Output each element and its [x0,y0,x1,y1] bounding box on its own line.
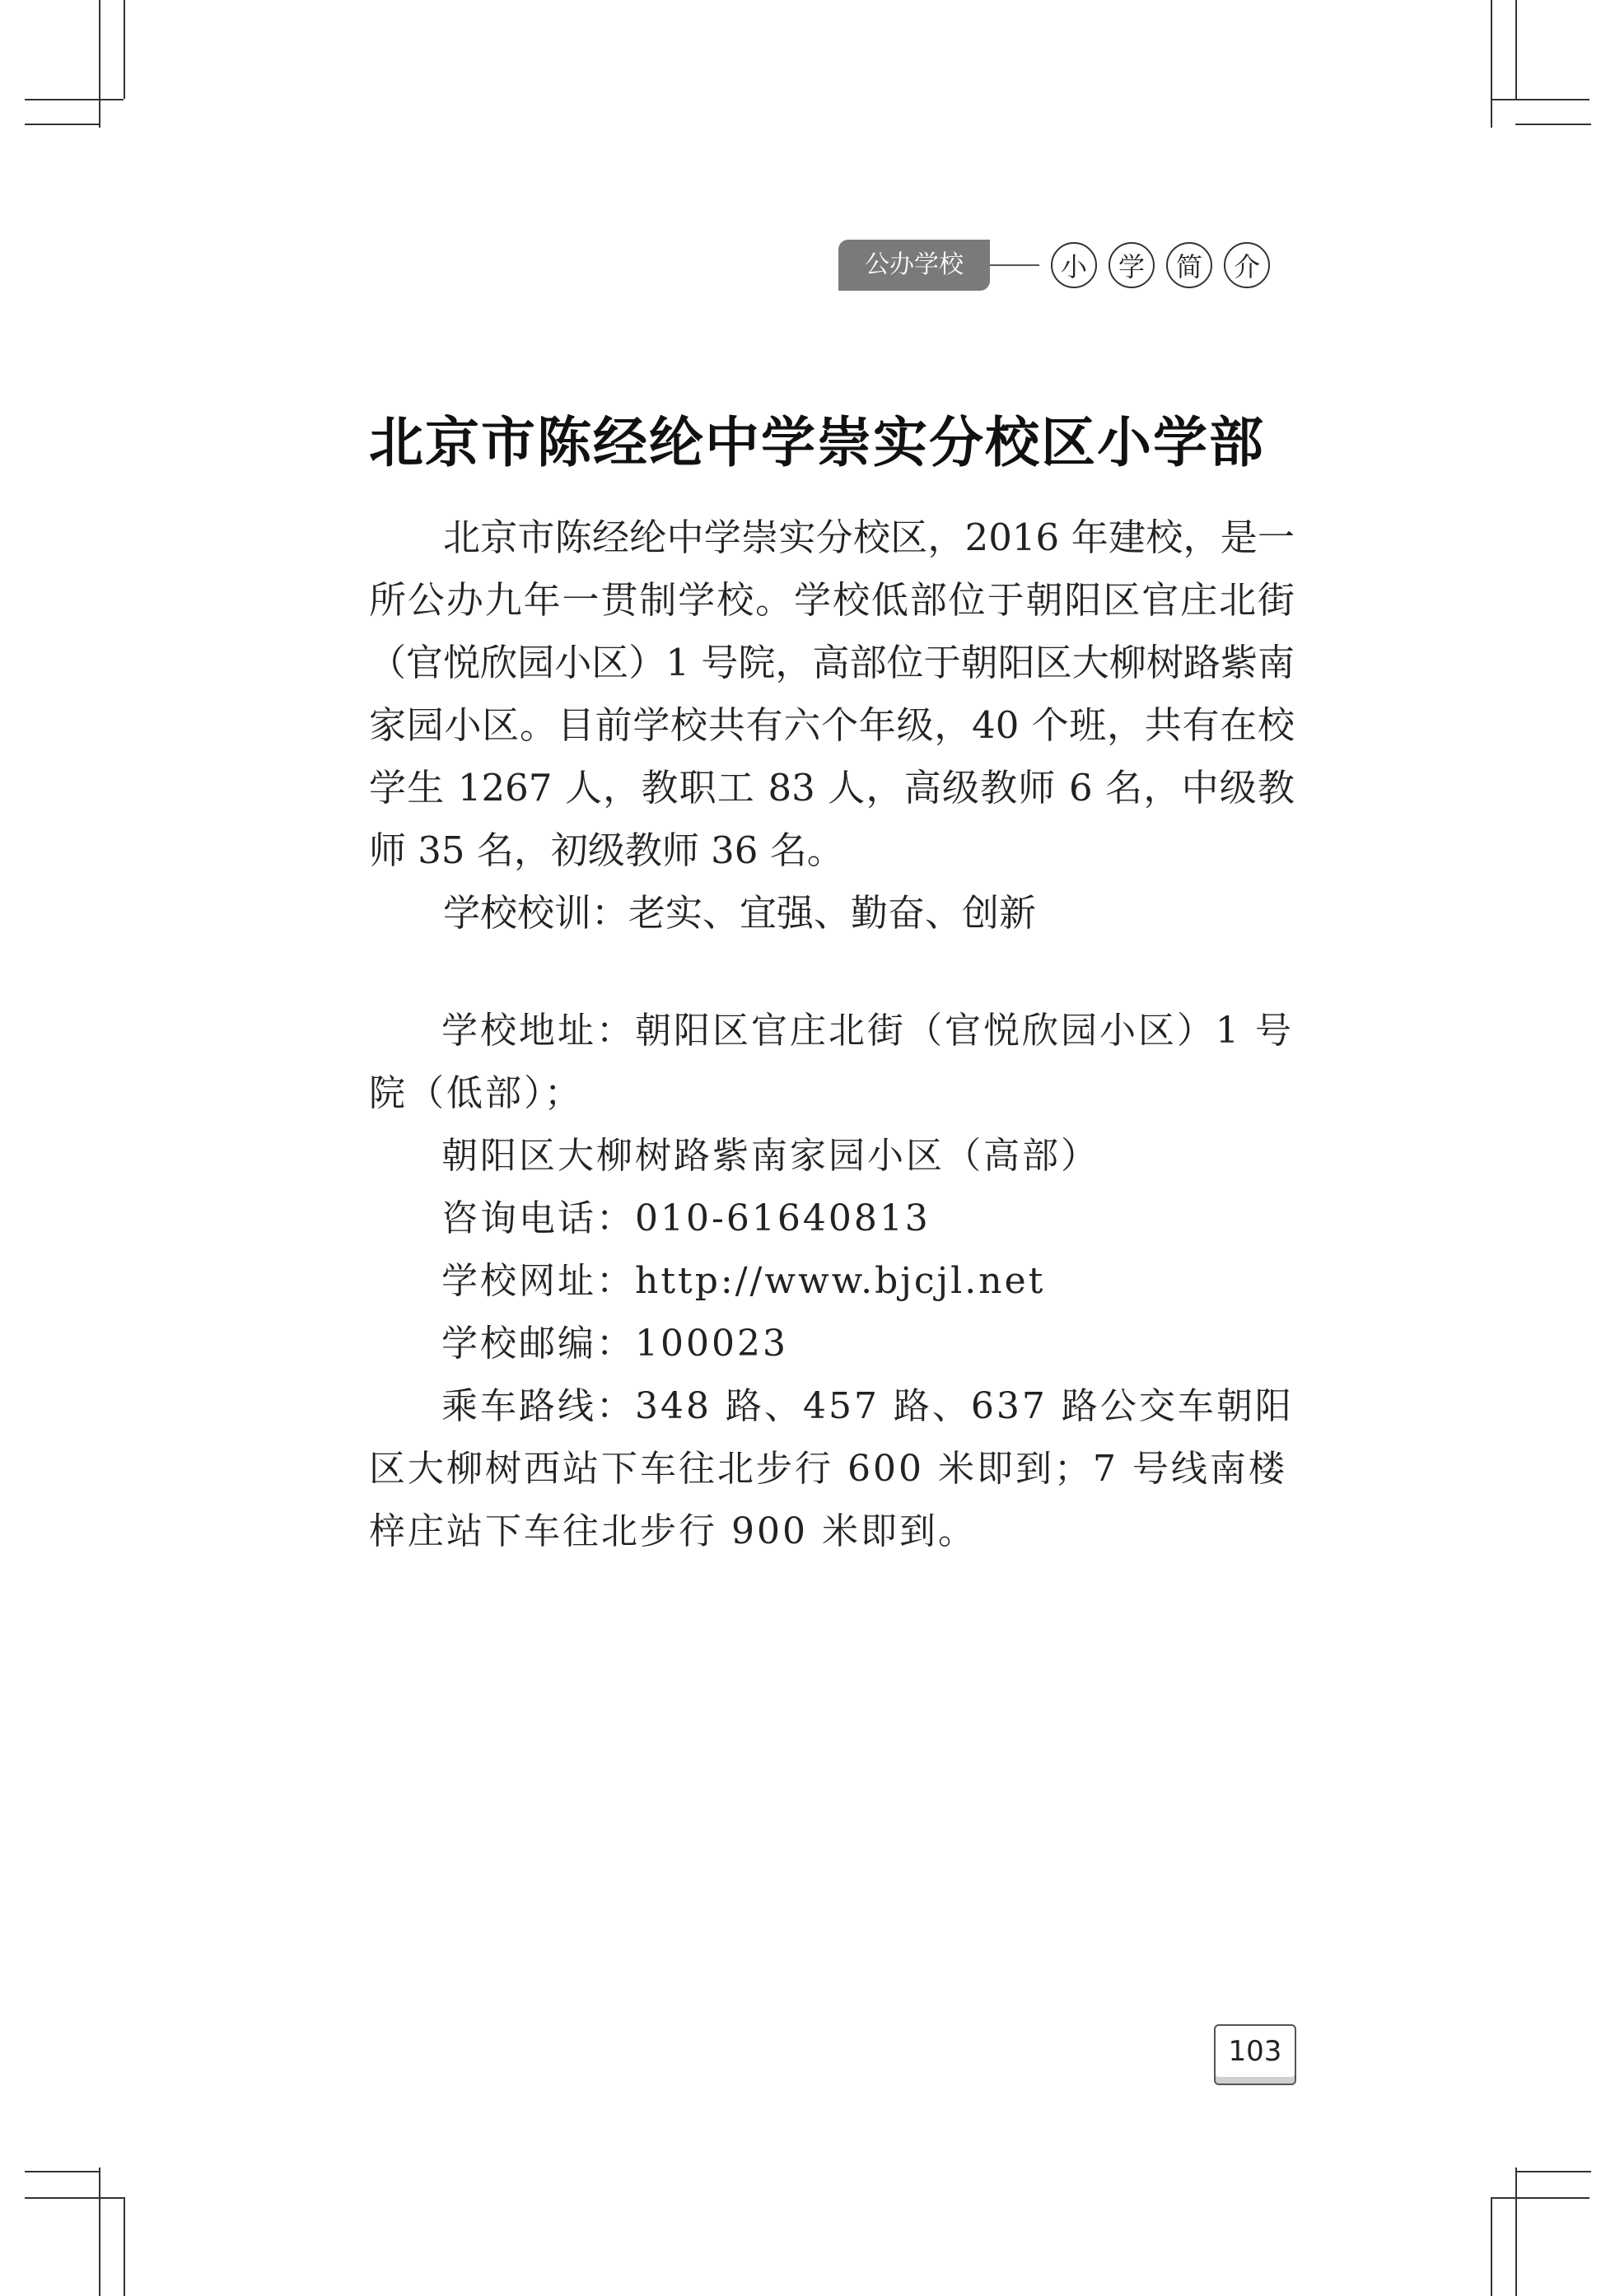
page-number: 103 [1214,2024,1296,2085]
intro-paragraph: 北京市陈经纶中学崇实分校区，2016 年建校，是一所公办九年一贯制学校。学校低部位于朝阳区官庄北街（官悦欣园小区）1 号院，高部位于朝阳区大柳树路紫南家园小区。目前学校共有六个年级，40 个班，共有在校学生 1267 人，教职工 83 人，高级教师 6 名，中级教师 35 名，初级教师 36 名。 [369,516,1295,872]
crop-mark [1491,0,1492,128]
crop-mark [124,0,125,99]
bus-route-line: 乘车路线：348 路、457 路、637 路公交车朝阳区大柳树西站下车往北步行 600 米即到；7 号线南楼梓庄站下车往北步行 900 米即到。 [369,1385,1294,1552]
crop-mark [1491,99,1589,100]
series-char: 学 [1109,242,1155,288]
crop-mark [1491,2197,1589,2199]
school-motto: 学校校训：老实、宜强、勤奋、创新 [443,891,1037,935]
crop-mark [25,124,100,125]
phone-line: 咨询电话：010-61640813 [441,1197,931,1239]
crop-mark [1515,124,1591,125]
crop-mark [25,2197,124,2199]
crop-mark [99,0,100,128]
crop-mark [1515,2168,1517,2296]
website-line: 学校网址：http://www.bjcjl.net [441,1260,1046,1302]
series-char: 介 [1224,242,1270,288]
intro-section [369,506,1295,945]
series-char: 小 [1051,242,1097,288]
category-badge: 公办学校 [838,240,990,291]
address-line-2: 朝阳区大柳树路紫南家园小区（高部） [441,1135,1099,1177]
header-divider [990,264,1039,266]
page-title: 北京市陈经纶中学崇实分校区小学部 [369,411,1265,474]
contact-info [369,1000,1295,1563]
crop-mark [25,99,124,100]
crop-mark [1515,0,1517,99]
crop-mark [124,2197,125,2296]
crop-mark [1491,2197,1492,2296]
crop-mark [25,2171,100,2172]
address-line-1: 学校地址：朝阳区官庄北街（官悦欣园小区）1 号院（低部）； [369,1010,1294,1114]
series-char: 简 [1166,242,1212,288]
crop-mark [1515,2171,1591,2172]
crop-mark [99,2168,100,2296]
postcode-line: 学校邮编：100023 [441,1323,788,1365]
section-header [838,239,1270,292]
